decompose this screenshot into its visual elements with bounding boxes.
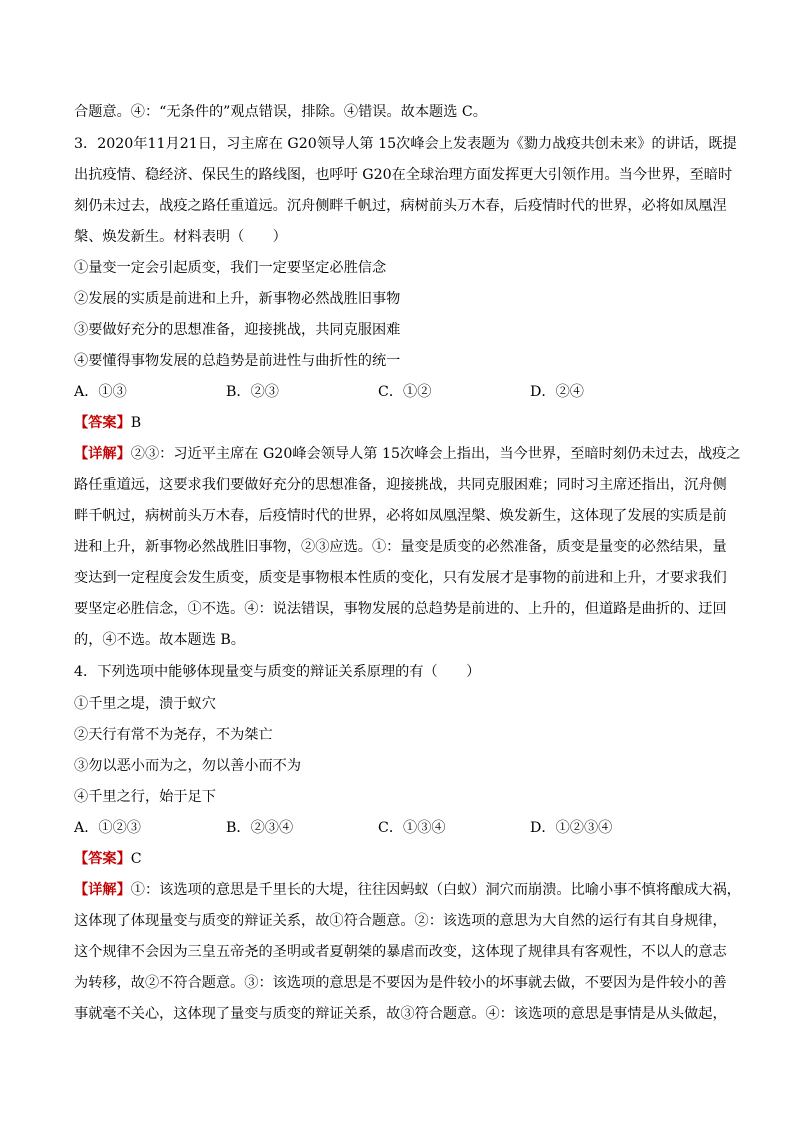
choice-a: A．①③: [74, 384, 127, 400]
question-4-answer: [74, 849, 734, 869]
answer-label: 【答案】: [74, 415, 131, 431]
question-4-explanation: [74, 880, 741, 900]
choice-c: C．①②: [378, 384, 432, 400]
question-3-option: ①量变一定会引起质变，我们一定要坚定必胜信念: [74, 260, 387, 276]
question-3-stem-line: 出抗疫情、稳经济、保民生的路线图，也呼吁 G20在全球治理方面发挥更大引领作用。当今世界，至暗时: [74, 167, 733, 183]
question-3-explanation: [74, 444, 741, 464]
question-4-stem: 4．下列选项中能够体现量变与质变的辩证关系原理的有（ ）: [74, 664, 481, 680]
explanation-line: 进和上升，新事物必然战胜旧事物，②③应选。①：量变是质变的必然准备，质变是量变的必然结果，量: [74, 539, 727, 555]
answer-label: 【答案】: [74, 851, 131, 867]
question-4-option: ③勿以恶小而为之，勿以善小而不为: [74, 758, 302, 774]
question-4-option: ④千里之行，始于足下: [74, 789, 216, 805]
explanation-line: 畔千帆过，病树前头万木春，后疫情时代的世界，必将如凤凰涅槃、焕发新生，这体现了发展的实质是前: [74, 508, 727, 524]
explanation-line: 为转移，故②不符合题意。③：该选项的意思是不要因为是件较小的坏事就去做，不要因为是件较小的善: [74, 975, 727, 991]
explanation-line: 这体现了体现量变与质变的辩证关系，故①符合题意。②：该选项的意思为大自然的运行有其自身规律，: [74, 913, 727, 929]
question-4-choices: [74, 818, 734, 838]
question-3-option: ④要懂得事物发展的总趋势是前进性与曲折性的统一: [74, 353, 401, 369]
choice-c: C．①③④: [378, 820, 446, 836]
question-3-choices: [74, 382, 734, 402]
explanation-line: 要坚定必胜信念，①不选。④：说法错误，事物发展的总趋势是前进的、上升的，但道路是曲折的、迂回: [74, 601, 727, 617]
explanation-label: 【详解】: [74, 882, 131, 898]
explanation-line: 路任重道远，这要求我们要做好充分的思想准备，迎接挑战，共同克服困难；同时习主席还指出，沉舟侧: [74, 477, 727, 493]
question-3-answer: [74, 413, 734, 433]
answer-text-line: 合题意。④：“无条件的”观点错误，排除。④错误。故本题选 C。: [74, 104, 487, 120]
answer-value: C: [130, 851, 142, 867]
explanation-label: 【详解】: [74, 446, 131, 462]
question-3-stem-line: 3．2020年11月21日，习主席在 G20领导人第 15次峰会上发表题为《勠力战疫共创未来》的讲话，既提: [74, 136, 737, 152]
explanation-line: 这个规律不会因为三皇五帝尧的圣明或者夏朝桀的暴虐而改变，这体现了规律具有客观性，不以人的意志: [74, 944, 727, 960]
choice-a: A．①②③: [74, 820, 141, 836]
answer-value: B: [130, 415, 142, 431]
question-3-stem-line: 刻仍未过去，战疫之路任重道远。沉舟侧畔千帆过，病树前头万木春，后疫情时代的世界，必将如凤凰涅: [74, 198, 727, 214]
question-4-option: ①千里之堤，溃于蚁穴: [74, 696, 216, 712]
choice-d: D．①②③④: [530, 820, 613, 836]
question-3-option: ②发展的实质是前进和上升，新事物必然战胜旧事物: [74, 291, 401, 307]
explanation-text: ①：该选项的意思是千里长的大堤，往往因蚂蚁（白蚁）洞穴而崩溃。比喻小事不慎将酿成大祸，: [130, 882, 741, 898]
explanation-text: ②③：习近平主席在 G20峰会领导人第 15次峰会上指出，当今世界，至暗时刻仍未过去，战疫之: [130, 446, 741, 462]
explanation-line: 的，④不选。故本题选 B。: [74, 632, 245, 648]
choice-d: D．②④: [530, 384, 584, 400]
question-3-stem-line: 槃、焕发新生。材料表明（ ）: [74, 229, 287, 245]
explanation-line: 变达到一定程度会发生质变，质变是事物根本性质的变化，只有发展才是事物的前进和上升，才要求我们: [74, 570, 727, 586]
choice-b: B．②③④: [226, 820, 294, 836]
question-3-option: ③要做好充分的思想准备，迎接挑战，共同克服困难: [74, 322, 401, 338]
explanation-line: 事就毫不关心，这体现了量变与质变的辩证关系，故③符合题意。④：该选项的意思是事情是从头做起，: [74, 1006, 727, 1022]
question-4-option: ②天行有常不为尧存，不为桀亡: [74, 727, 273, 743]
choice-b: B．②③: [226, 384, 279, 400]
